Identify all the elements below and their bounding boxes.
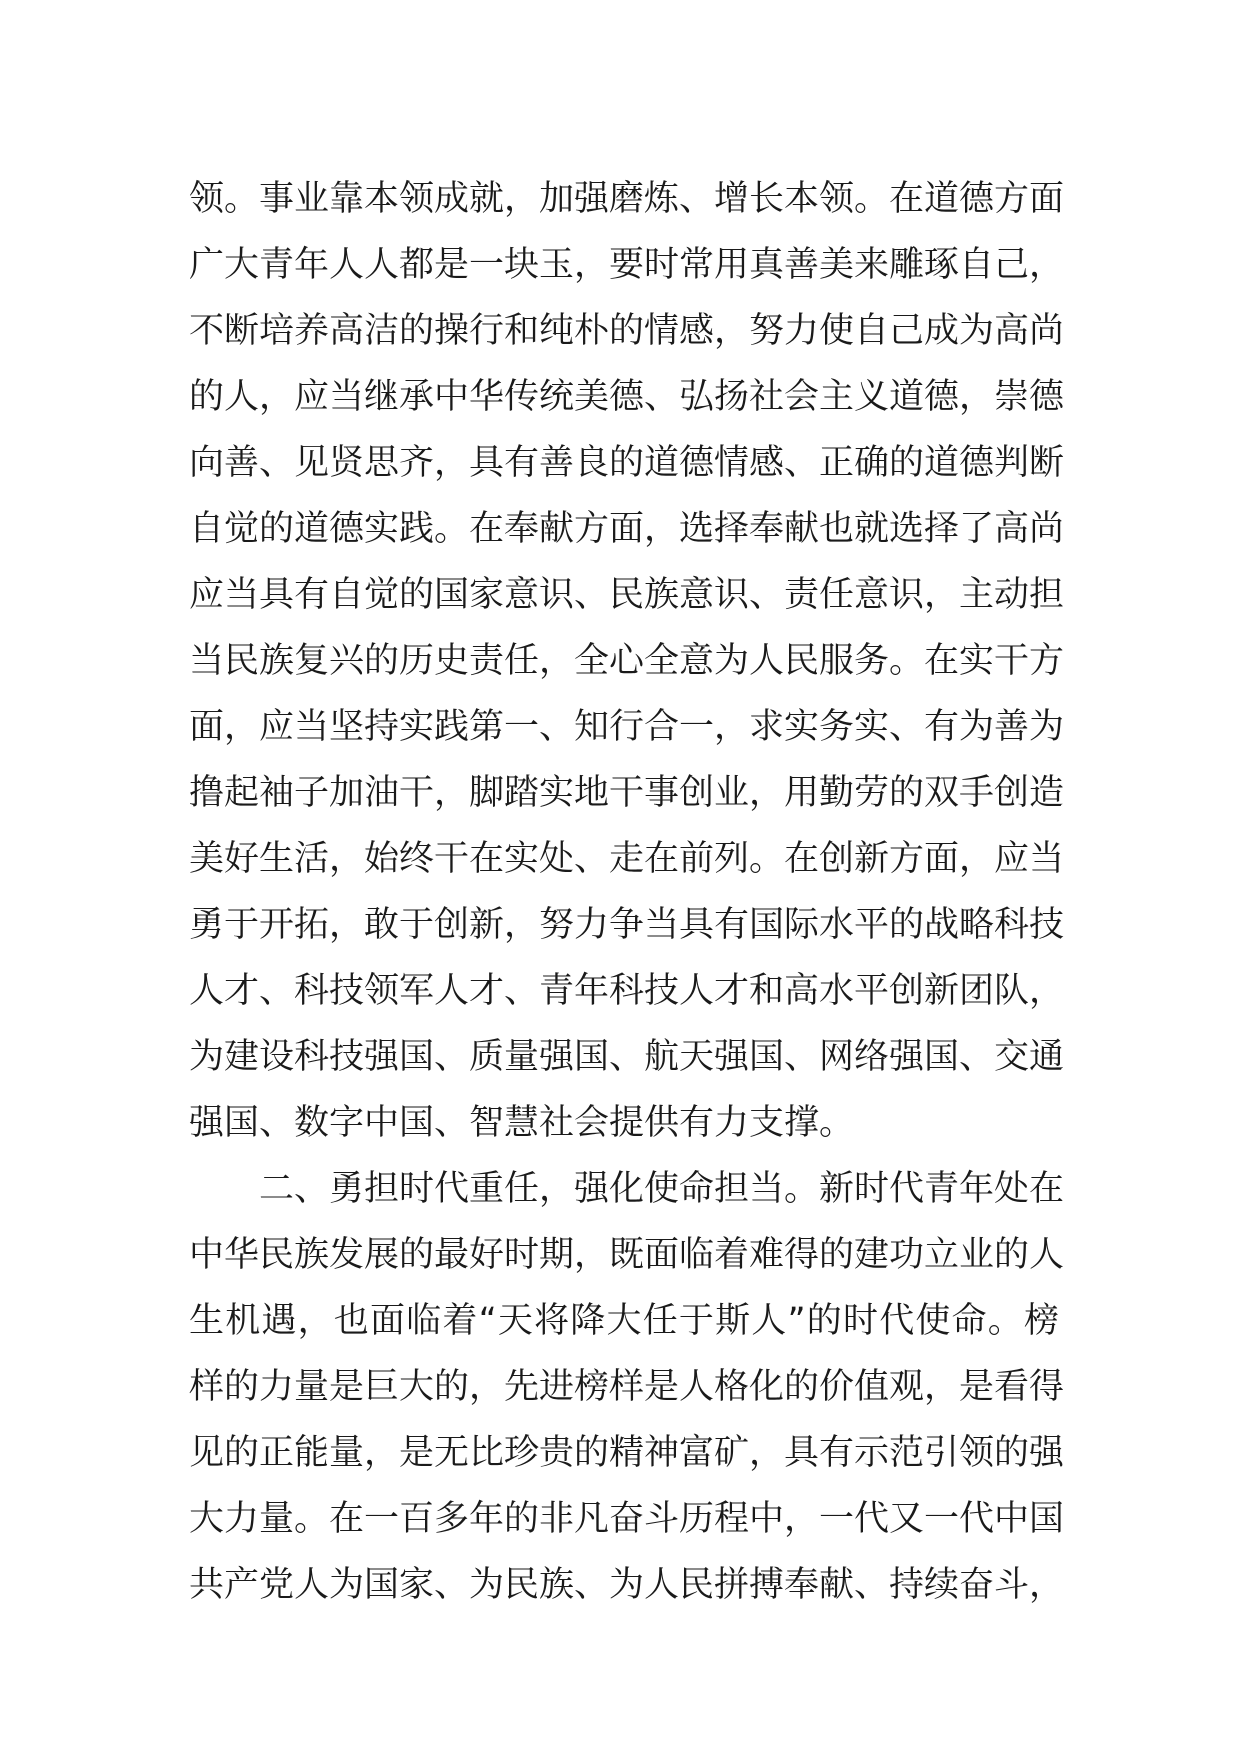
text-line: 向善、见贤思齐，具有善良的道德情感、正确的道德判断 [189, 443, 1065, 483]
text-line: 样的力量是巨大的，先进榜样是人格化的价值观，是看得 [189, 1367, 1065, 1407]
text-line: 人才、科技领军人才、青年科技人才和高水平创新团队， [189, 971, 1065, 1011]
text-line: 生机遇，也面临着“天将降大任于斯人”的时代使命。榜 [189, 1301, 1059, 1341]
text-line: 撸起袖子加油干，脚踏实地干事创业，用勤劳的双手创造 [189, 773, 1065, 813]
text-line: 自觉的道德实践。在奉献方面，选择奉献也就选择了高尚 [189, 509, 1065, 549]
text-line: 见的正能量，是无比珍贵的精神富矿，具有示范引领的强 [189, 1433, 1065, 1473]
text-line: 大力量。在一百多年的非凡奋斗历程中，一代又一代中国 [189, 1499, 1065, 1539]
text-line: 应当具有自觉的国家意识、民族意识、责任意识，主动担 [189, 575, 1065, 615]
text-line: 面，应当坚持实践第一、知行合一，求实务实、有为善为 [189, 707, 1065, 747]
text-line: 中华民族发展的最好时期，既面临着难得的建功立业的人 [189, 1235, 1065, 1275]
text-line: 为建设科技强国、质量强国、航天强国、网络强国、交通 [189, 1037, 1065, 1077]
text-line: 共产党人为国家、为民族、为人民拼搏奉献、持续奋斗， [189, 1565, 1065, 1605]
body-text [189, 166, 1065, 1618]
text-line: 当民族复兴的历史责任，全心全意为人民服务。在实干方 [189, 641, 1065, 681]
paragraph-end-line: 强国、数字中国、智慧社会提供有力支撑。 [189, 1103, 855, 1143]
text-line: 广大青年人人都是一块玉，要时常用真善美来雕琢自己， [189, 245, 1065, 285]
text-line: 的人，应当继承中华传统美德、弘扬社会主义道德，崇德 [189, 377, 1065, 417]
text-line: 不断培养高洁的操行和纯朴的情感，努力使自己成为高尚 [189, 311, 1065, 351]
text-line: 领。事业靠本领成就，加强磨炼、增长本领。在道德方面 [189, 179, 1065, 219]
paragraph-start-line: 二、勇担时代重任，强化使命担当。新时代青年处在 [259, 1169, 1065, 1209]
text-line: 美好生活，始终干在实处、走在前列。在创新方面，应当 [189, 839, 1065, 879]
text-line: 勇于开拓，敢于创新，努力争当具有国际水平的战略科技 [189, 905, 1065, 945]
